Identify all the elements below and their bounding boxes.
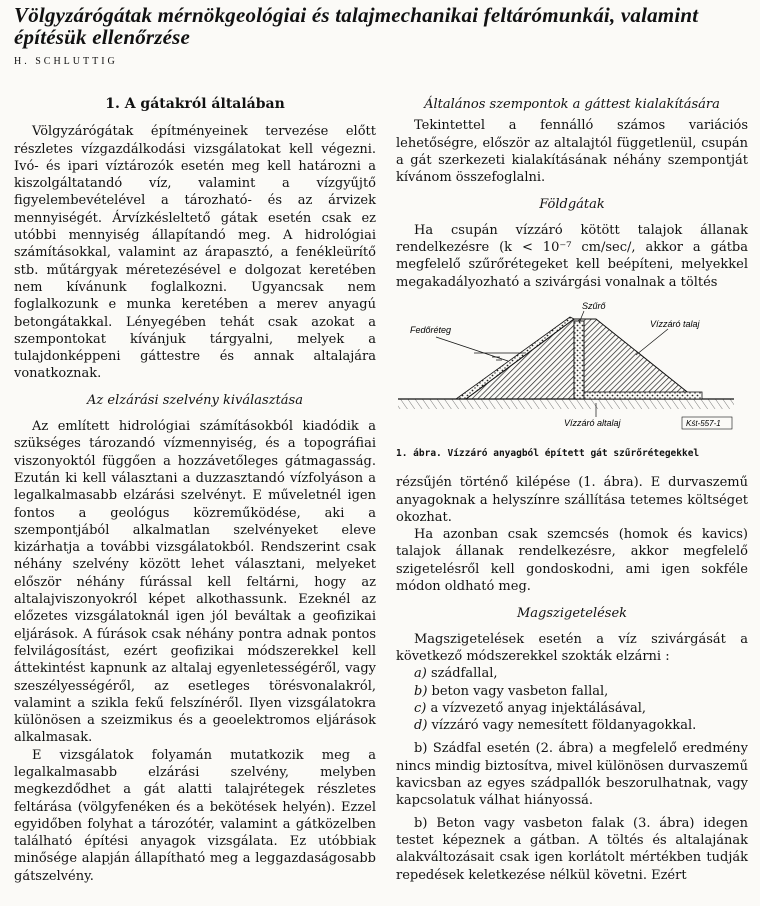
right-column: [396, 96, 748, 884]
label-impervious-soil: Vízzáró talaj: [650, 318, 700, 329]
paragraph-kotott-talajok: Ha csupán vízzáró kötött talajok állanak rendelkezésre (k < 10⁻⁷ cm/sec/, akkor a gátba megfelelő szűrőrétegeket kell beépíteni, melyekkel megakadályozható a szivárgási vonalnak a töltés: [396, 222, 748, 290]
paragraph-tekintettel: Tekintettel a fennálló számos variációs lehetőségre, először az altalajtól függetlenül, csupán a gát szerkezeti kialakításának néhány szempontját kívánom összefoglalni.: [396, 118, 748, 186]
list-item: a) szádfallal,: [414, 666, 498, 682]
base-layer: [398, 399, 734, 409]
label-cover-layer: Fedőréteg: [410, 324, 452, 335]
author-name: H. SCHLUTTIG: [14, 56, 118, 67]
list-item: c) a vízvezető anyag injektálásával,: [414, 700, 646, 716]
left-column: [14, 96, 376, 885]
label-filter: Szűrő: [582, 300, 606, 311]
label-impervious-base: Vízzáró altalaj: [564, 417, 621, 428]
method-list: [396, 665, 748, 734]
section-heading-altalanos: Általános szempontok a gáttest kialakítására: [424, 97, 720, 112]
paragraph-vizsgalatok: E vizsgálatok folyamán mutatkozik meg a legalkalmasabb elzárási szelvény, melyben megkezdődhet a gát alatti talajrétegek részletes feltárása (völgyfenéken és a bekötések helyén). Ezzel egyidőben folyhat a tározótér, valamint a gátközelben található építési anyagok vizsgálata. Ez utóbbiak minősége alapján állapítható meg a leggazdaságosabb gátszelvény.: [14, 747, 376, 884]
figure-caption: 1. ábra. Vízzáró anyagból épített gát szűrőrétegekkel: [396, 447, 700, 459]
article-title: Völgyzárógátak mérnökgeológiai és talajmechanikai feltárómunkái, valamint építésük ellenőrzése: [14, 3, 699, 49]
dam-cross-section-figure: [396, 299, 736, 439]
section-heading-gatakrol: 1. A gátakról általában: [105, 96, 285, 112]
paragraph-szadfal: b) Szádfal esetén (2. ábra) a megfelelő eredmény nincs mindig biztosítva, mivel különösen durvaszemű kavicsban az egyes szádpallók beszorulhatnak, vagy kapcsolatuk válhat hiányossá.: [396, 741, 748, 809]
paragraph-beton-falak: b) Beton vagy vasbeton falak (3. ábra) idegen testet képeznek a gátban. A töltés és altalajának alakváltozásait csak igen korlátolt mértékben tudják repedések keletkezése nélkül követni. Ezért: [396, 815, 748, 883]
figure-code: Kśt-557-1: [686, 418, 721, 428]
paragraph-rezsujen: rézsűjén történő kilépése (1. ábra). E durvaszemű anyagoknak a helyszínre szállítása tetemes költséget okozhat.: [396, 475, 748, 525]
paragraph-magszigeteles: Magszigetelések esetén a víz szivárgását a következő módszerekkel szokták elzárni :: [396, 631, 748, 664]
paragraph-intro: Völgyzárógátak építményeinek tervezése előtt részletes vízgazdálkodási vizsgálatokat kell végezni. Ivó- és ipari víztározók esetén meg kell határozni a kiszolgáltatandó víz, valamint a vízgyűjtő figyelembevételével a tározható- és az árvizek mennyiségét. Árvízkésleltető gátak esetén csak ez utóbbi mennyiség állapítandó meg. A hidrológiai számításokkal, valamint az árapasztó, a fenékleürítő stb. műtárgyak méretezésével e dolgozat keretében nem kívánunk foglalkozni. Ugyancsak nem foglalkozunk e munka keretében a merev anyagú betongátakkal. Lényegében tehát csak azokat a szempontokat kívánjuk tárgyalni, melyek a tulajdonképpeni gáttestre és annak altalajára vonatkoznak.: [14, 124, 376, 382]
dam-cross-section-drawing: [396, 299, 736, 439]
paragraph-szemcses: Ha azonban csak szemcsés (homok és kavics) talajok állanak rendelkezésre, akkor megfelelő szigetelésről kell gondoskodni, ami igen sokféle módon oldható meg.: [396, 527, 748, 595]
paragraph-hidrologiai: Az említett hidrológiai számításokból kiadódik a szükséges tározandó vízmennyiség, és a topográfiai viszonyoktól függően a hozzávetőleges gátmagasság. Ezután ki kell választani a duzzasztandó vízfolyáson a legalkalmasabb elzárási szelvényt. E műveletnél igen fontos a geológus közreműködése, aki a szempontjából alkalmatlan szelvényeket eleve kizárhatja a további vizsgálatokból. Rendszerint csak néhány szelvény között lehet választani, melyeket először néhány fúrással kell feltárni, hogy az altalajviszonyokról képet alkothassunk. Ezeknél az előzetes vizsgálatoknál igen jól beváltak a geofizikai eljárások. A fúrások csak néhány pontra adnak pontos felvilágosítást, ezért geofizikai módszerekkel kell áttekintést kapnunk az altalaj egyenletességéről, vagy szeszélyességéről, az esetleges törésvonalakról, valamint a szikla fekű felszínéről. Ilyen vizsgálatokra különösen a szeizmikus és a geoelektromos eljárások alkalmasak.: [14, 419, 376, 746]
section-heading-magszigetelesek: Magszigetelések: [516, 606, 628, 622]
section-heading-elzarasi-szelveny: Az elzárási szelvény kiválasztása: [87, 392, 303, 408]
list-item: b) beton vagy vasbeton fallal,: [414, 683, 609, 699]
section-heading-foldgatak: Földgátak: [539, 197, 605, 213]
list-item: d) vízzáró vagy nemesített földanyagokkal.: [414, 718, 697, 734]
